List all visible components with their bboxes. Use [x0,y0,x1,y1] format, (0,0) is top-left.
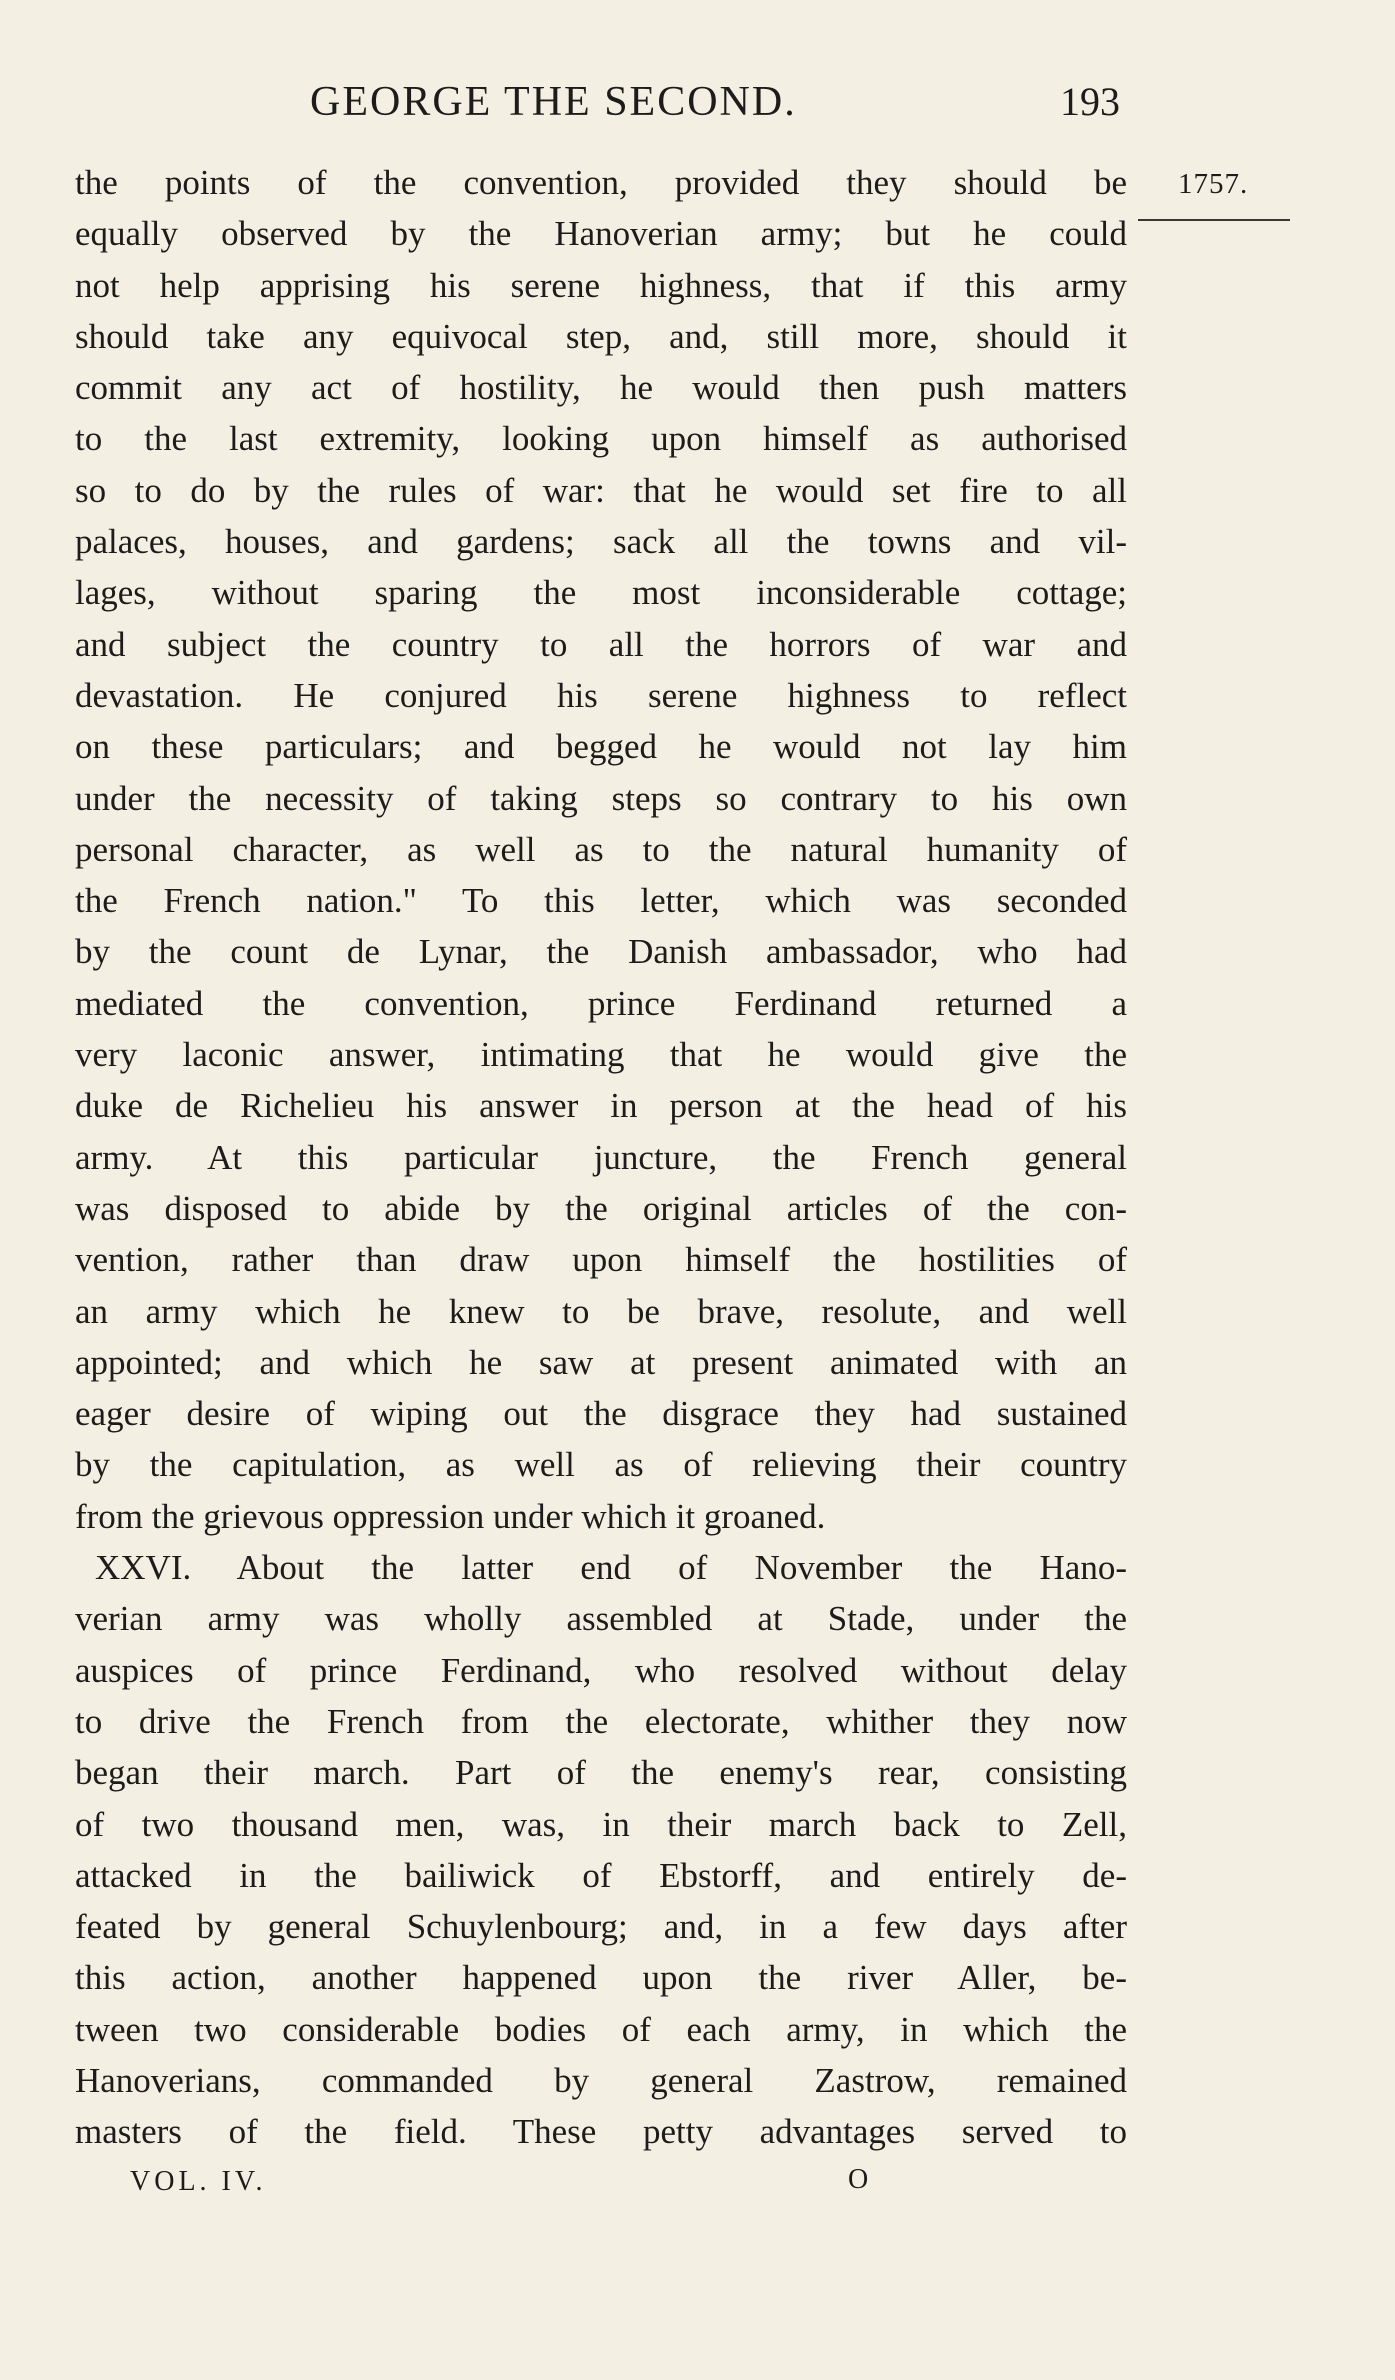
text-line: on these particulars; and begged he would not lay him [75,727,1127,767]
text-line: Hanoverians, commanded by general Zastrow, remained [75,2060,1127,2100]
page-number: 193 [1060,79,1120,124]
text-line: army. At this particular juncture, the French general [75,1137,1127,1177]
text-line: vention, rather than draw upon himself the hostilities of [75,1240,1127,1280]
text-line: appointed; and which he saw at present animated with an [75,1342,1127,1382]
text-line: not help apprising his serene highness, that if this army [75,265,1127,305]
text-line: this action, another happened upon the river Aller, be- [75,1958,1127,1998]
running-head [310,78,1120,128]
text-line: palaces, houses, and gardens; sack all the towns and vil- [75,522,1127,562]
text-line: eager desire of wiping out the disgrace they had sustained [75,1394,1127,1434]
text-line: auspices of prince Ferdinand, who resolved without delay [75,1650,1127,1690]
section-start-line: XXVI. About the latter end of November the Hano- [95,1548,1127,1588]
text-line: by the capitulation, as well as of relieving their country [75,1445,1127,1485]
text-line: should take any equivocal step, and, still more, should it [75,316,1127,356]
text-line: very laconic answer, intimating that he would give the [75,1035,1127,1075]
text-line: from the grievous oppression under which it groaned. [75,1496,826,1536]
running-title: GEORGE THE SECOND. [310,79,797,125]
text-line: lages, without sparing the most inconsiderable cottage; [75,573,1127,613]
signature-mark: O [848,2164,869,2195]
text-line: by the count de Lynar, the Danish ambassador, who had [75,932,1127,972]
text-line: duke de Richelieu his answer in person at the head of his [75,1086,1127,1126]
text-line: began their march. Part of the enemy's rear, consisting [75,1753,1127,1793]
text-line: was disposed to abide by the original articles of the con- [75,1188,1127,1228]
text-line: so to do by the rules of war: that he would set fire to all [75,470,1127,510]
text-line: verian army was wholly assembled at Stade, under the [75,1599,1127,1639]
text-line: equally observed by the Hanoverian army; but he could [75,214,1127,254]
text-line: devastation. He conjured his serene highness to reflect [75,675,1127,715]
body-text [75,157,1127,2158]
margin-year: 1757. [1178,168,1249,200]
text-line: feated by general Schuylenbourg; and, in a few days after [75,1907,1127,1947]
text-line: attacked in the bailiwick of Ebstorff, and entirely de- [75,1855,1127,1895]
text-line: personal character, as well as to the natural humanity of [75,829,1127,869]
text-line: the French nation." To this letter, which was seconded [75,881,1127,921]
text-line: of two thousand men, was, in their march back to Zell, [75,1804,1127,1844]
text-line: masters of the field. These petty advantages served to [75,2112,1127,2152]
text-line: an army which he knew to be brave, resolute, and well [75,1291,1127,1331]
text-line: the points of the convention, provided they should be [75,163,1127,202]
volume-signature: VOL. IV. [130,2166,267,2197]
text-line: to drive the French from the electorate, whither they now [75,1701,1127,1741]
text-line: under the necessity of taking steps so contrary to his own [75,778,1127,818]
text-line: tween two considerable bodies of each army, in which the [75,2009,1127,2049]
text-line: to the last extremity, looking upon himself as authorised [75,419,1127,459]
text-line: and subject the country to all the horrors of war and [75,624,1127,664]
margin-rule [1138,219,1290,221]
text-line: commit any act of hostility, he would then push matters [75,368,1127,408]
text-line: mediated the convention, prince Ferdinand returned a [75,983,1127,1023]
